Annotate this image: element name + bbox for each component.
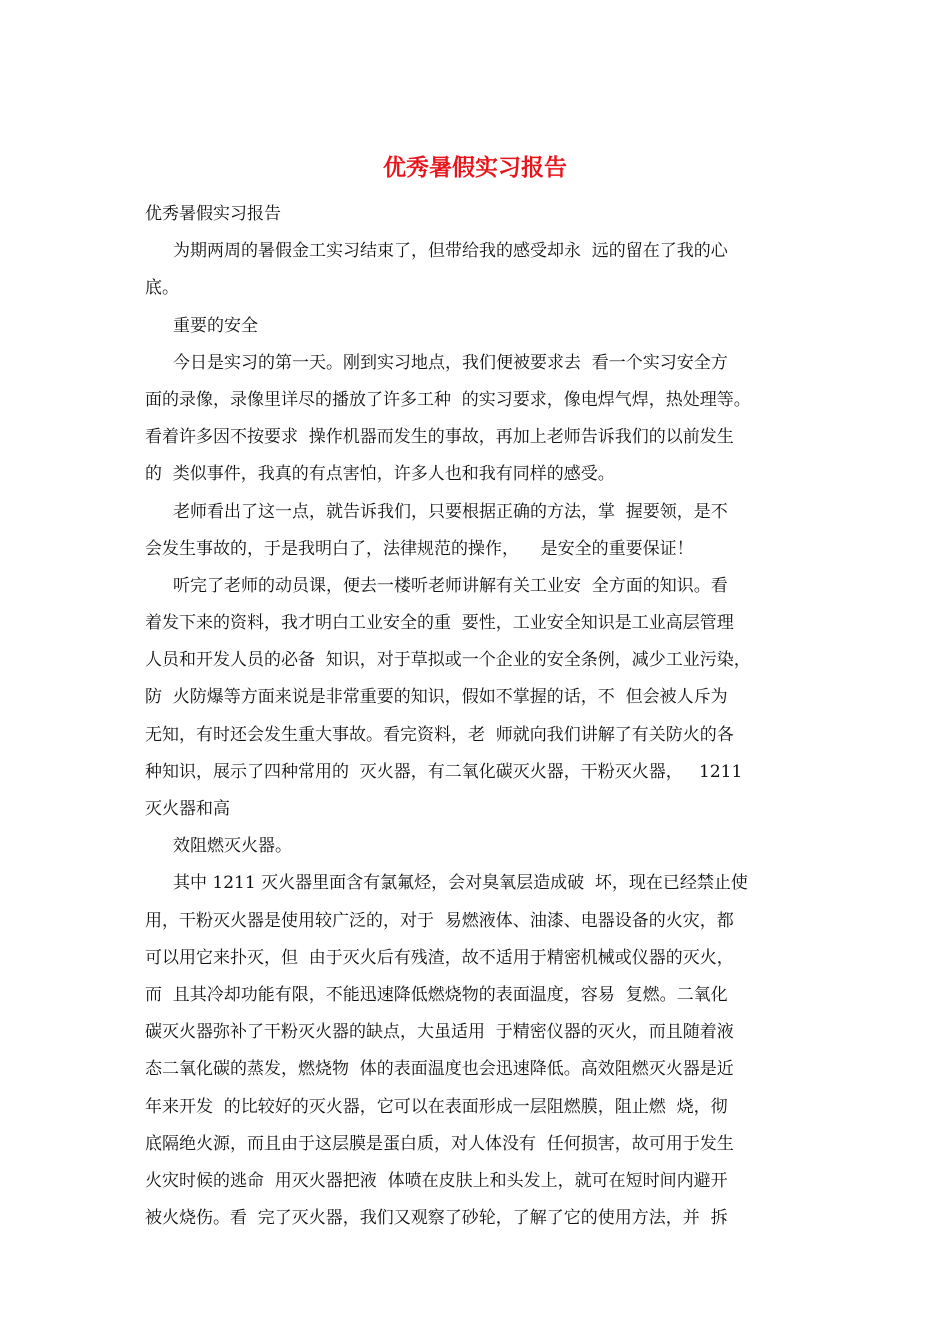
text-line: 被火烧伤。看 完了灭火器，我们又观察了砂轮，了解了它的使用方法，并 拆 [145,1208,728,1229]
text-line: 重要的安全 [173,315,258,336]
text-line: 无知，有时还会发生重大事故。看完资料，老 师就向我们讲解了有关防火的各 [145,724,734,745]
text-line: 面的录像，录像里详尽的播放了许多工种 的实习要求，像电焊气焊，热处理等。 [145,389,751,410]
text-line: 用，干粉灭火器是使用较广泛的，对于 易燃液体、油漆、电器设备的火灾，都 [145,910,734,931]
text-line: 底。 [145,278,179,299]
text-line: 着发下来的资料，我才明白工业安全的重 要性，工业安全知识是工业高层管理 [145,613,734,634]
text-line: 可以用它来扑灭，但 由于灭火后有残渣，故不适用于精密机械或仪器的灭火， [145,947,734,968]
text-line: 灭火器和高 [145,799,230,819]
text-line: 优秀暑假实习报告 [145,204,281,224]
text-line: 听完了老师的动员课，便去一楼听老师讲解有关工业安 全方面的知识。看 [173,575,728,596]
text-line: 其中 1211 灭火器里面含有氯氟烃，会对臭氧层造成破 坏，现在已经禁止使 [173,873,748,894]
text-line: 年来开发 的比较好的灭火器，它可以在表面形成一层阻燃膜，阻止燃 烧，彻 [145,1096,728,1117]
text-line: 底隔绝火源，而且由于这层膜是蛋白质，对人体没有 任何损害，故可用于发生 [145,1133,734,1154]
text-line: 的 类似事件，我真的有点害怕，许多人也和我有同样的感受。 [145,464,615,485]
document-title: 优秀暑假实习报告 [383,154,567,181]
text-line: 人员和开发人员的必备 知识，对于草拟或一个企业的安全条例，减少工业污染， [145,650,751,671]
text-line: 种知识，展示了四种常用的 灭火器，有二氧化碳灭火器，干粉灭火器， 1211 [145,761,743,782]
text-line: 老师看出了这一点，就告诉我们，只要根据正确的方法，掌 握要领，是不 [173,501,728,522]
text-line: 会发生事故的，于是我明白了，法律规范的操作， 是安全的重要保证！ [145,538,694,559]
text-line: 而 且其冷却功能有限，不能迅速降低燃烧物的表面温度，容易 复燃。二氧化 [145,984,728,1005]
text-line: 为期两周的暑假金工实习结束了，但带给我的感受却永 远的留在了我的心 [173,241,728,262]
text-line: 今日是实习的第一天。刚到实习地点，我们便被要求去 看一个实习安全方 [173,352,728,373]
text-line: 效阻燃灭火器。 [173,836,292,857]
text-line: 态二氧化碳的蒸发，燃烧物 体的表面温度也会迅速降低。高效阻燃灭火器是近 [145,1059,734,1080]
text-line: 看着许多因不按要求 操作机器而发生的事故，再加上老师告诉我们的以前发生 [145,427,734,448]
document-body [145,196,825,1237]
text-line: 防 火防爆等方面来说是非常重要的知识，假如不掌握的话，不 但会被人斥为 [145,687,728,708]
text-line: 碳灭火器弥补了干粉灭火器的缺点，大虽适用 于精密仪器的灭火，而且随着液 [145,1022,734,1043]
text-line: 火灾时候的逃命 用灭火器把液 体喷在皮肤上和头发上，就可在短时间内避开 [145,1170,728,1191]
